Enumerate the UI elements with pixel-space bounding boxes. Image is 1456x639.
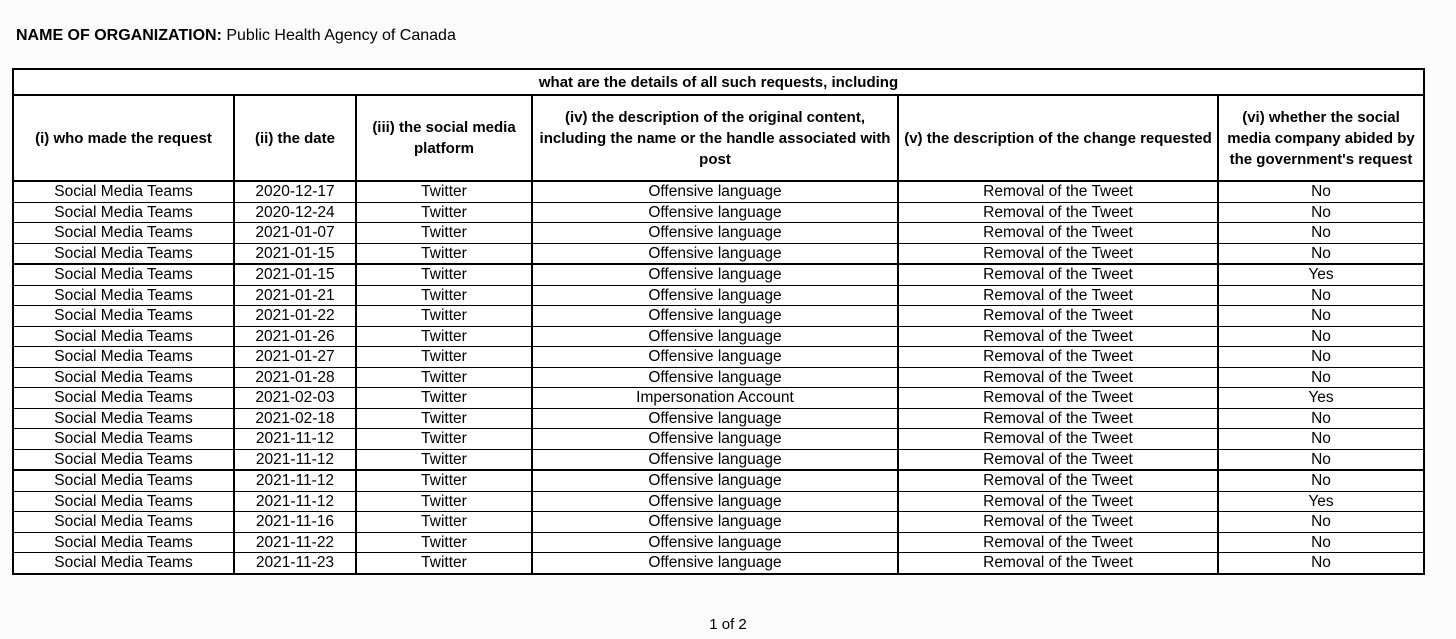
change-cell: Removal of the Tweet [898,223,1218,244]
date-cell: 2021-01-15 [234,243,356,264]
platform-cell: Twitter [356,449,532,470]
platform-cell: Twitter [356,223,532,244]
content-cell: Offensive language [532,285,898,306]
date-cell: 2021-11-12 [234,470,356,491]
requests-table [12,68,1425,575]
abided-cell: Yes [1218,264,1424,285]
requester-cell: Social Media Teams [13,285,234,306]
requester-cell: Social Media Teams [13,408,234,429]
table-row [13,388,1424,409]
change-cell: Removal of the Tweet [898,553,1218,574]
abided-cell: No [1218,285,1424,306]
date-cell: 2021-11-12 [234,429,356,450]
column-header-abided: (vi) whether the social media company abided by the government's request [1218,95,1424,181]
table-row [13,181,1424,202]
column-header-date: (ii) the date [234,95,356,181]
table-row [13,243,1424,264]
platform-cell: Twitter [356,491,532,512]
change-cell: Removal of the Tweet [898,347,1218,368]
change-cell: Removal of the Tweet [898,285,1218,306]
table-row [13,553,1424,574]
table-row [13,532,1424,553]
abided-cell: Yes [1218,388,1424,409]
content-cell: Offensive language [532,264,898,285]
change-cell: Removal of the Tweet [898,326,1218,347]
table-row [13,264,1424,285]
table-row [13,223,1424,244]
abided-cell: Yes [1218,491,1424,512]
platform-cell: Twitter [356,408,532,429]
requester-cell: Social Media Teams [13,491,234,512]
requester-cell: Social Media Teams [13,532,234,553]
abided-cell: No [1218,367,1424,388]
date-cell: 2021-02-18 [234,408,356,429]
requester-cell: Social Media Teams [13,181,234,202]
date-cell: 2021-11-23 [234,553,356,574]
platform-cell: Twitter [356,512,532,533]
change-cell: Removal of the Tweet [898,491,1218,512]
content-cell: Offensive language [532,408,898,429]
platform-cell: Twitter [356,285,532,306]
requester-cell: Social Media Teams [13,223,234,244]
table-row [13,202,1424,223]
table-row [13,326,1424,347]
requester-cell: Social Media Teams [13,243,234,264]
change-cell: Removal of the Tweet [898,470,1218,491]
change-cell: Removal of the Tweet [898,243,1218,264]
date-cell: 2021-11-12 [234,491,356,512]
organization-name: Public Health Agency of Canada [226,27,456,44]
table-row [13,285,1424,306]
table-row [13,347,1424,368]
requester-cell: Social Media Teams [13,264,234,285]
abided-cell: No [1218,306,1424,327]
table-row [13,367,1424,388]
content-cell: Offensive language [532,532,898,553]
change-cell: Removal of the Tweet [898,367,1218,388]
change-cell: Removal of the Tweet [898,512,1218,533]
change-cell: Removal of the Tweet [898,449,1218,470]
change-cell: Removal of the Tweet [898,388,1218,409]
content-cell: Offensive language [532,202,898,223]
content-cell: Offensive language [532,553,898,574]
date-cell: 2021-01-27 [234,347,356,368]
platform-cell: Twitter [356,202,532,223]
column-header-content: (iv) the description of the original content, including the name or the handle associated with post [532,95,898,181]
content-cell: Impersonation Account [532,388,898,409]
abided-cell: No [1218,181,1424,202]
platform-cell: Twitter [356,388,532,409]
platform-cell: Twitter [356,326,532,347]
organization-label: NAME OF ORGANIZATION: [16,27,222,44]
requester-cell: Social Media Teams [13,202,234,223]
column-header-requester: (i) who made the request [13,95,234,181]
content-cell: Offensive language [532,223,898,244]
platform-cell: Twitter [356,306,532,327]
abided-cell: No [1218,223,1424,244]
requester-cell: Social Media Teams [13,326,234,347]
page-number: 1 of 2 [709,616,747,633]
date-cell: 2021-01-21 [234,285,356,306]
change-cell: Removal of the Tweet [898,264,1218,285]
change-cell: Removal of the Tweet [898,408,1218,429]
requester-cell: Social Media Teams [13,388,234,409]
requester-cell: Social Media Teams [13,470,234,491]
date-cell: 2021-11-22 [234,532,356,553]
abided-cell: No [1218,408,1424,429]
requester-cell: Social Media Teams [13,512,234,533]
abided-cell: No [1218,429,1424,450]
abided-cell: No [1218,553,1424,574]
content-cell: Offensive language [532,306,898,327]
abided-cell: No [1218,202,1424,223]
requester-cell: Social Media Teams [13,347,234,368]
table-row [13,408,1424,429]
change-cell: Removal of the Tweet [898,202,1218,223]
content-cell: Offensive language [532,367,898,388]
platform-cell: Twitter [356,470,532,491]
platform-cell: Twitter [356,181,532,202]
content-cell: Offensive language [532,347,898,368]
date-cell: 2021-01-07 [234,223,356,244]
change-cell: Removal of the Tweet [898,429,1218,450]
date-cell: 2021-01-26 [234,326,356,347]
requester-cell: Social Media Teams [13,553,234,574]
content-cell: Offensive language [532,512,898,533]
column-header-change: (v) the description of the change requested [898,95,1218,181]
requester-cell: Social Media Teams [13,449,234,470]
column-header-row [13,95,1424,181]
platform-cell: Twitter [356,553,532,574]
content-cell: Offensive language [532,326,898,347]
change-cell: Removal of the Tweet [898,306,1218,327]
requester-cell: Social Media Teams [13,429,234,450]
date-cell: 2021-01-22 [234,306,356,327]
table-row [13,470,1424,491]
table-row [13,449,1424,470]
date-cell: 2020-12-24 [234,202,356,223]
super-header-row [13,69,1424,95]
abided-cell: No [1218,347,1424,368]
date-cell: 2021-02-03 [234,388,356,409]
date-cell: 2021-11-16 [234,512,356,533]
table-body [13,181,1424,574]
date-cell: 2021-01-28 [234,367,356,388]
platform-cell: Twitter [356,243,532,264]
abided-cell: No [1218,449,1424,470]
content-cell: Offensive language [532,449,898,470]
column-header-platform: (iii) the social media platform [356,95,532,181]
content-cell: Offensive language [532,470,898,491]
requester-cell: Social Media Teams [13,306,234,327]
content-cell: Offensive language [532,491,898,512]
abided-cell: No [1218,532,1424,553]
super-header: what are the details of all such requests, including [13,69,1424,95]
date-cell: 2021-11-12 [234,449,356,470]
platform-cell: Twitter [356,264,532,285]
date-cell: 2020-12-17 [234,181,356,202]
platform-cell: Twitter [356,429,532,450]
content-cell: Offensive language [532,243,898,264]
platform-cell: Twitter [356,532,532,553]
date-cell: 2021-01-15 [234,264,356,285]
content-cell: Offensive language [532,181,898,202]
platform-cell: Twitter [356,367,532,388]
content-cell: Offensive language [532,429,898,450]
table-row [13,429,1424,450]
abided-cell: No [1218,243,1424,264]
platform-cell: Twitter [356,347,532,368]
abided-cell: No [1218,512,1424,533]
table-row [13,306,1424,327]
change-cell: Removal of the Tweet [898,181,1218,202]
requester-cell: Social Media Teams [13,367,234,388]
table-row [13,512,1424,533]
change-cell: Removal of the Tweet [898,532,1218,553]
abided-cell: No [1218,326,1424,347]
abided-cell: No [1218,470,1424,491]
organization-line [16,26,456,46]
table-row [13,491,1424,512]
